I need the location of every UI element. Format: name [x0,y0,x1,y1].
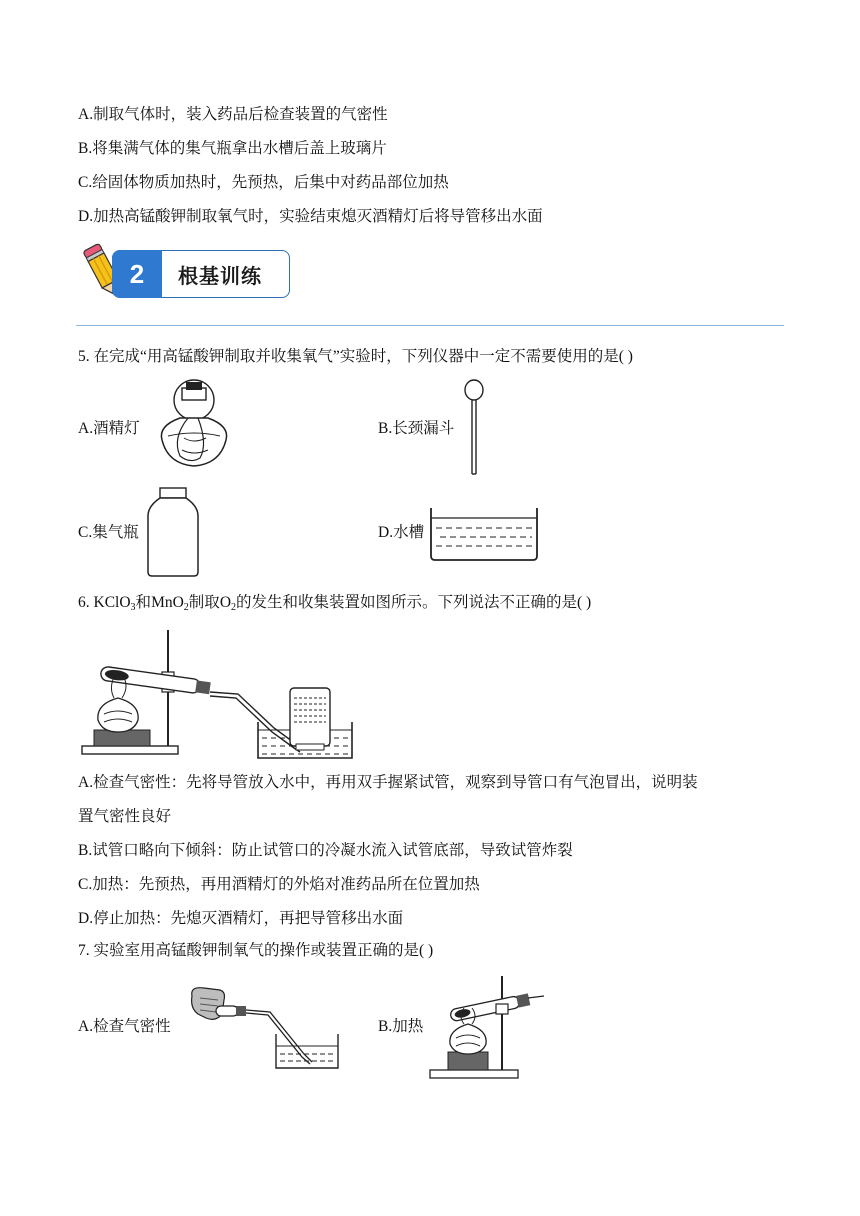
q6-option-c: C.加热：先预热，再用酒精灯的外焰对准药品所在位置加热 [78,876,480,893]
gas-collection-bottle-image [144,486,202,580]
mno2-subscript: 2 [183,602,189,613]
section-divider [76,325,784,326]
kclo3-subscript: 3 [130,602,136,613]
q6-zhiqu: 制取 [188,594,220,611]
oxygen-apparatus-image [78,626,368,762]
mno2-formula [151,594,189,611]
q6-option-b: B.试管口略向下倾斜：防止试管口的冷凝水流入试管底部，导致试管炸裂 [78,842,573,859]
prev-option-b: B.将集满气体的集气瓶拿出水槽后盖上玻璃片 [78,140,387,157]
q5-option-c: C.集气瓶 [78,524,139,541]
o2-text: O [219,594,232,611]
kclo3-formula [94,594,136,611]
q7-option-a: A.检查气密性 [78,1018,171,1035]
q5-option-a: A.酒精灯 [78,420,140,437]
q6-number: 6. [78,594,90,611]
section-title: 根基训练 [178,264,262,288]
prev-option-a: A.制取气体时，装入药品后检查装置的气密性 [78,106,388,123]
q7-option-b: B.加热 [378,1018,424,1035]
q6-option-d: D.停止加热：先熄灭酒精灯，再把导管移出水面 [78,910,404,927]
q7-stem: 7. 实验室用高锰酸钾制氧气的操作或装置正确的是( ) [78,942,434,959]
q6-stem [78,592,591,619]
section-banner [82,238,292,302]
water-trough-image [428,504,540,562]
prev-option-d: D.加热高锰酸钾制取氧气时，实验结束熄灭酒精灯后将导管移出水面 [78,208,543,225]
q6-option-a-line1: A.检查气密性：先将导管放入水中，再用双手握紧试管，观察到导管口有气泡冒出，说明装 [78,774,698,791]
q5-option-d: D.水槽 [378,524,425,541]
alcohol-lamp-image [150,378,240,474]
q6-option-a-line2: 置气密性良好 [78,808,172,825]
airtightness-check-image [186,984,342,1070]
heating-apparatus-image [428,974,546,1082]
o2-formula [220,594,236,611]
section-number: 2 [112,250,162,298]
q6-and: 和 [135,594,152,611]
q5-stem: 5. 在完成“用高锰酸钾制取并收集氧气”实验时，下列仪器中一定不需要使用的是( ) [78,348,633,365]
prev-option-c: C.给固体物质加热时，先预热，后集中对药品部位加热 [78,174,449,191]
mno2-text: MnO [151,594,184,611]
q5-option-b: B.长颈漏斗 [378,420,455,437]
long-neck-funnel-image [462,378,486,476]
kclo3-text: KClO [93,594,131,611]
o2-subscript: 2 [231,602,237,613]
q6-stem-rest: 的发生和收集装置如图所示。下列说法不正确的是( ) [236,594,592,611]
